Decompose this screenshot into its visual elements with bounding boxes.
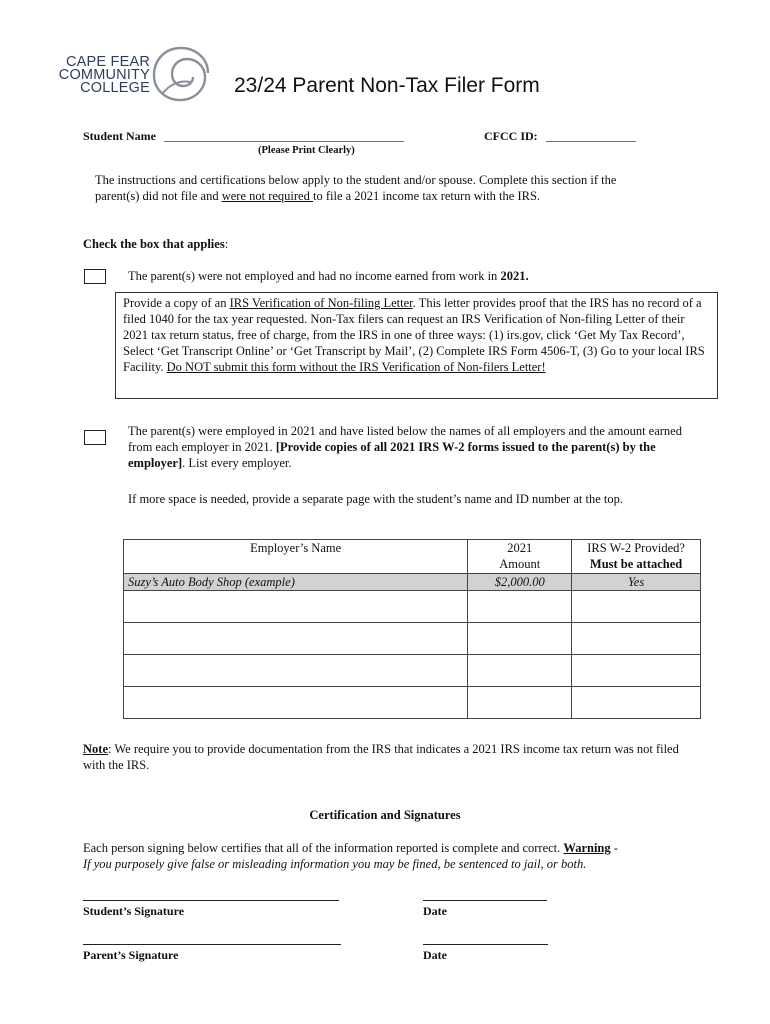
certification-heading: Certification and Signatures: [309, 808, 461, 822]
option2-text-1: The parent(s) were employed in 2021 and have listed below the names of all employers and the amount earned from each employer in 2021.: [128, 424, 682, 454]
employer-name-cell[interactable]: [124, 655, 468, 687]
table-header-row: [124, 540, 701, 574]
example-employer: Suzy’s Auto Body Shop (example): [124, 574, 468, 591]
instructions-text-1: The instructions and certifications below apply to the student and/or spouse. Complete this section if the parent(s) did not file and: [95, 173, 617, 203]
instructions-paragraph: [95, 172, 620, 204]
note-text: : We require you to provide documentation from the IRS that indicates a 2021 IRS income tax return was not filed with the IRS.: [83, 742, 679, 772]
student-date-label: Date: [423, 904, 447, 918]
logo-swirl-icon: [150, 44, 212, 104]
employer-table: [123, 539, 701, 719]
not-employed-checkbox[interactable]: [84, 269, 106, 284]
student-name-field[interactable]: ________________________________________: [164, 129, 404, 143]
header-employer: Employer’s Name: [124, 540, 468, 574]
logo-line-1: CAPE FEAR: [66, 54, 150, 70]
option1-year: 2021.: [500, 269, 529, 283]
header-w2: [572, 540, 701, 574]
employer-name-cell[interactable]: [124, 623, 468, 655]
amount-cell[interactable]: [468, 655, 572, 687]
check-heading-colon: :: [224, 237, 229, 251]
notebox-pre: Provide a copy of an: [123, 296, 230, 310]
header-w2-line2: Must be attached: [589, 557, 683, 571]
student-name-label: Student Name: [83, 129, 157, 143]
employer-name-cell[interactable]: [124, 591, 468, 623]
check-heading-text: Check the box that applies: [83, 237, 225, 251]
more-space-note: If more space is needed, provide a separate page with the student’s name and ID number at the top.: [128, 492, 623, 506]
table-row: [124, 591, 701, 623]
college-logo: [52, 56, 150, 95]
employer-name-cell[interactable]: [124, 687, 468, 719]
certification-text: Each person signing below certifies that all of the information reported is complete and correct.: [83, 841, 564, 855]
option2-text-2: . List every employer.: [182, 456, 292, 470]
logo-line-3: COLLEGE: [80, 80, 150, 96]
w2-cell[interactable]: [572, 655, 701, 687]
table-row: [124, 655, 701, 687]
note-label: Note: [83, 742, 108, 756]
parent-date-line[interactable]: [423, 944, 548, 945]
table-row-example: [124, 574, 701, 591]
amount-cell[interactable]: [468, 623, 572, 655]
option2-bold: [Provide copies of all 2021 IRS W-2 forms issued to the parent(s) by the employer]: [128, 440, 656, 470]
w2-cell[interactable]: [572, 623, 701, 655]
irs-note: [83, 741, 683, 773]
check-heading: [83, 236, 228, 252]
w2-cell[interactable]: [572, 687, 701, 719]
amount-cell[interactable]: [468, 591, 572, 623]
verification-letter-box: [115, 292, 718, 399]
header-amount-line2: Amount: [499, 557, 541, 571]
print-clearly-note: (Please Print Clearly): [258, 145, 355, 156]
student-date-line[interactable]: [423, 900, 547, 901]
certification-italic: If you purposely give false or misleading information you may be fined, be sentenced to jail, or both.: [83, 857, 587, 871]
header-amount: [468, 540, 572, 574]
employed-checkbox[interactable]: [84, 430, 106, 445]
option-employed-label: [128, 423, 688, 471]
cfcc-id-label: CFCC ID:: [484, 129, 538, 143]
option-not-employed-label: [128, 268, 529, 284]
certification-warning: Warning: [563, 841, 611, 855]
page-title: 23/24 Parent Non-Tax Filer Form: [234, 74, 540, 97]
amount-cell[interactable]: [468, 687, 572, 719]
w2-cell[interactable]: [572, 591, 701, 623]
parent-signature-line[interactable]: [83, 944, 341, 945]
example-w2: Yes: [572, 574, 701, 591]
header-amount-line1: 2021: [507, 541, 533, 555]
logo-line-2: COMMUNITY: [58, 67, 150, 83]
parent-signature-label: Parent’s Signature: [83, 948, 179, 962]
notebox-mid: . This letter provides proof that the IRS has no record of a filed 1040 for the tax year requested. Non-Tax filers can request an IRS Verification of Non-filing Letter of their 2021 tax return status, free of charge, from the IRS in one of three ways: (1) irs.gov, click ‘Get My Tax Record’, Select ‘Get Transcript Online’ or ‘Get Transcript by Mail’, (2) Complete IRS Form 4506-T, (3) Go to your local IRS Facility.: [123, 296, 705, 374]
notebox-warning: Do NOT submit this form without the IRS Verification of Non-filers Letter!: [166, 360, 546, 374]
parent-date-label: Date: [423, 948, 447, 962]
table-row: [124, 687, 701, 719]
student-signature-label: Student’s Signature: [83, 904, 185, 918]
example-amount: $2,000.00: [468, 574, 572, 591]
header-w2-line1: IRS W-2 Provided?: [587, 541, 685, 555]
student-signature-line[interactable]: [83, 900, 339, 901]
table-row: [124, 623, 701, 655]
cfcc-id-field[interactable]: _______________: [546, 129, 636, 143]
option1-text: The parent(s) were not employed and had no income earned from work in: [128, 269, 501, 283]
certification-dash: -: [610, 841, 618, 855]
certification-paragraph: [83, 840, 693, 872]
instructions-underlined: were not required: [221, 189, 313, 203]
instructions-text-2: to file a 2021 income tax return with the IRS.: [312, 189, 541, 203]
verification-letter-link: IRS Verification of Non-filing Letter: [229, 296, 413, 310]
